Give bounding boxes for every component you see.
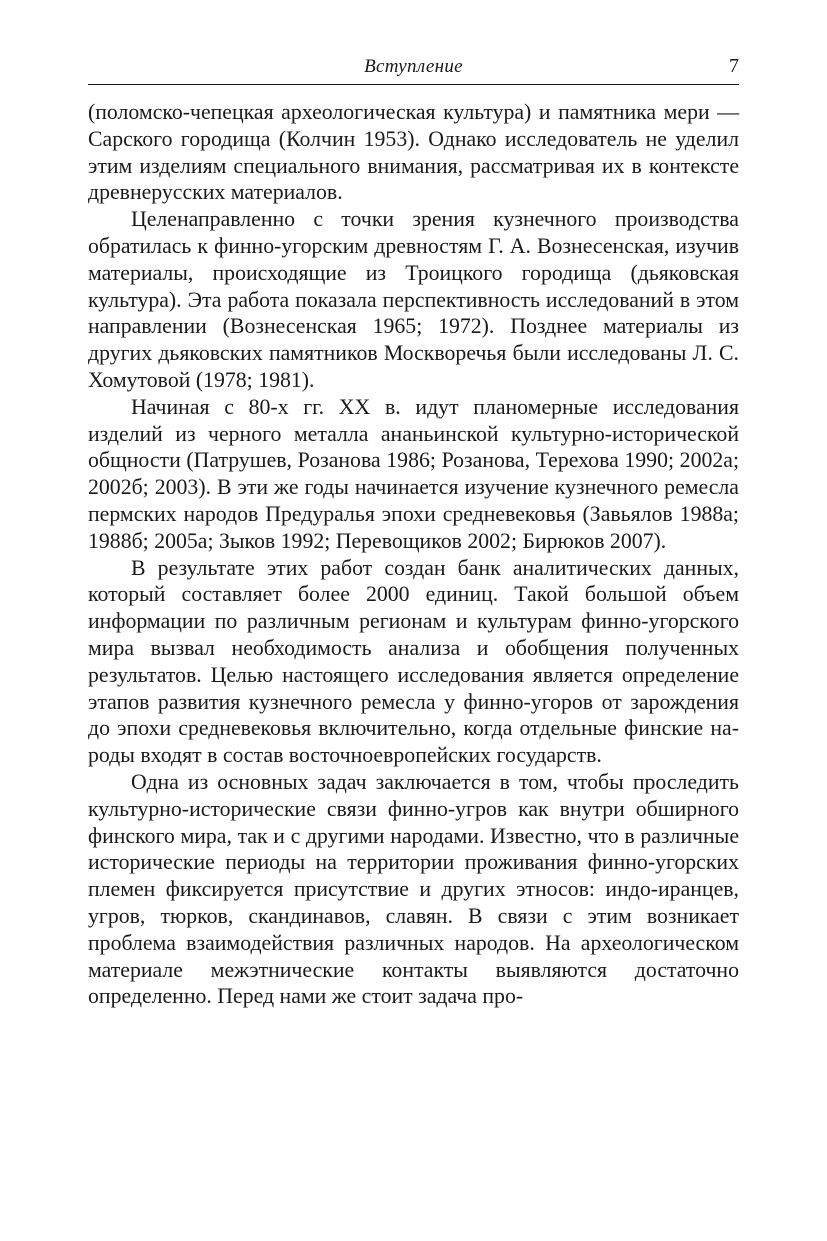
body-text [88, 99, 739, 1010]
header-rule [88, 84, 739, 85]
paragraph: Начиная с 80-х гг. XX в. идут планомерные исследования изделий из черного металла ананьинской культурно-исторической общности (Патрушев, Розанова 1986; Розанова, Терехова 1990; 2002а; 2002б; 2003). В эти же годы начинается изучение кузнечного ремесла пермских народов Предуралья эпохи средневековья (Завьялов 1988а; 1988б; 2005а; Зыков 1992; Перевощиков 2002; Бирюков 2007). [88, 394, 739, 553]
paragraph: В результате этих работ создан банк аналитических данных, который составляет более 2000 единиц. Такой большой объем информации по различным регионам и культурам финно-угорского мира вызвал необходимость анализа и обобщения полученных результатов. Целью настоящего исследования является определение этапов развития кузнечного ремесла у финно-угоров от зарождения до эпохи средневековья включительно, когда отдельные финские народы входят в состав восточноевропейских государств. [88, 555, 739, 768]
paragraph: (поломско-чепецкая археологическая культура) и памятника мери — Сарского городища (Колчин 1953). Однако исследователь не уделил этим изделиям специального внимания, рассматривая их в контексте древнерусских материалов. [88, 100, 739, 205]
page-number: 7 [729, 55, 739, 77]
paragraph: Одна из основных задач заключается в том, чтобы проследить культурно-исторические связи финно-угров как внутри обширного финского мира, так и с другими народами. Известно, что в различные исторические периоды на территории проживания финно-угорских племен фиксируется присутствие и других этносов: индо-иранцев, угров, тюрков, скандинавов, славян. В связи с этим возникает проблема взаимодействия различных народов. На археологическом материале межэтнические контакты выявляются достаточно определенно. Перед нами же стоит задача про- [88, 769, 739, 1009]
running-head [88, 52, 739, 84]
running-title: Вступление [364, 56, 463, 77]
paragraph: Целенаправленно с точки зрения кузнечного производства обратилась к финно-угорским древностям Г. А. Вознесенская, изучив материалы, происходящие из Троицкого городища (дьяковская культура). Эта работа показала перспективность исследований в этом направлении (Вознесенская 1965; 1972). Позднее материалы из других дьяковских памятников Москворечья были исследованы Л. С. Хомутовой (1978; 1981). [88, 207, 739, 392]
